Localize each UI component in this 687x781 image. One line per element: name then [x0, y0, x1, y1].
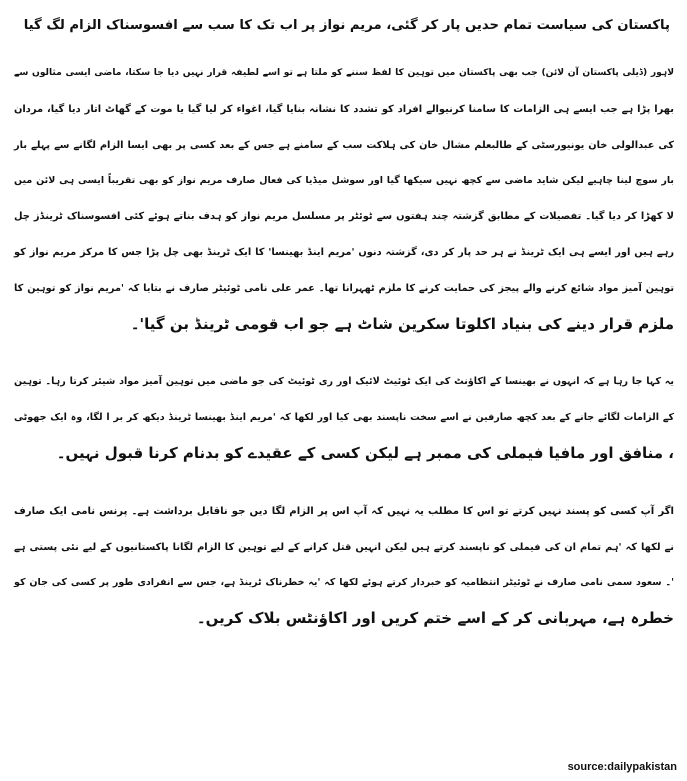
paragraph-line: خطرہ ہے، مہربانی کر کے اسے ختم کریں اور اکاؤنٹس بلاک کریں۔ — [196, 609, 674, 628]
paragraph-line: ملزم قرار دینے کی بنیاد اکلوتا سکرین شاٹ ہے جو اب قومی ٹرینڈ بن گیا'۔ — [130, 314, 674, 333]
paragraph-line: بھرا پڑا ہے جب ایسے ہی الزامات کا سامنا کرنیوالے افراد کو تشدد کا نشانہ بنایا گیا، اغواء کر لیا گیا یا موت کے گھاٹ اتار دیا گیا، مردان — [14, 103, 674, 115]
source-credit: source:dailypakistan — [567, 761, 677, 773]
paragraph-line: ، منافق اور مافیا فیملی کی ممبر ہے لیکن کسی کے عقیدے کو بدنام کرنا قبول نہیں۔ — [56, 443, 674, 462]
paragraph-line: یہ کہا جا رہا ہے کہ انہوں نے بھینسا کے اکاؤنٹ کی ایک ٹوئیٹ لائیک اور ری ٹوئیٹ کی جو ماضی میں توہین آمیز مواد شیئر کرتا رہا۔ توہین — [14, 376, 674, 388]
paragraph-line: لا کھڑا کر دیا گیا۔ تفصیلات کے مطابق گزشتہ چند ہفتوں سے ٹوئٹر پر مسلسل مریم نواز کو ہدف بناتے ہوئے کئی افسوسناک ٹرینڈز چل — [14, 211, 674, 223]
paragraph-line: توہین آمیز مواد شائع کرنے والے پیجز کی حمایت کرنے کا ملزم ٹھہرانا تھا۔ عمر علی نامی ٹوئیٹر صارف نے بتایا کہ 'مریم نواز کو توہین کا — [14, 282, 674, 294]
paragraph-line: کے الزامات لگائے جانے کے بعد کچھ صارفین نے اسے سخت ناپسند بھی کیا اور لکھا کہ 'مریم اینڈ بھینسا ٹرینڈ دیکھ کر بر ا لگا، وہ ایک جھوٹی — [14, 412, 674, 424]
paragraph-line: رہے ہیں اور ایسے ہی ایک ٹرینڈ نے ہر حد پار کر دی، گزشتہ دنوں 'مریم اینڈ بھینسا' کا ایک ٹرینڈ بھی چل پڑا جس کا مرکز مریم نواز کو — [14, 246, 674, 258]
article-headline: پاکستان کی سیاست تمام حدیں پار کر گئی، مریم نواز پر اب تک کا سب سے افسوسناک الزام لگ گیا — [23, 18, 670, 33]
article-paragraph-2 — [14, 364, 674, 471]
news-article — [14, 6, 674, 637]
article-paragraph-1 — [14, 56, 674, 342]
article-paragraph-3 — [14, 494, 674, 637]
paragraph-line: لاہور (ڈیلی پاکستان آن لائن) جب بھی پاکستان میں توہین کا لفظ سننے کو ملتا ہے تو اسے لطیفہ قرار نہیں دیا جا سکتا، ماضی ایسی مثالوں سے — [14, 68, 674, 78]
paragraph-line: بار سوچ لینا چاہیے لیکن شاید ماضی سے کچھ نہیں سیکھا گیا اور سوشل میڈیا کی فعال صارف مریم نواز کو بھی تقریباً ایسی ہی لائن میں — [14, 175, 674, 187]
paragraph-line: نے لکھا کہ 'ہم تمام ان کی فیملی کو ناپسند کرتے ہیں لیکن انہیں قتل کرانے کے لیے توہین کا الزام لگانا پاکستانیوں کے لیے نئی پستی ہے — [14, 541, 674, 553]
paragraph-line: کی عبدالولی خان یونیورسٹی کے طالبعلم مشال خان کی ہلاکت سب کے سامنے ہے جس کے بعد کسی پر بھی ایسا الزام لگانے سے پہلے بار — [14, 139, 674, 151]
paragraph-line: '۔ سعود سمی نامی صارف نے ٹوئیٹر انتظامیہ کو خبردار کرتے ہوئے لکھا کہ 'یہ خطرناک ٹرینڈ ہے، جس سے انفرادی طور پر کسی کی جان کو — [14, 577, 674, 589]
paragraph-line: اگر آپ کسی کو پسند نہیں کرتے تو اس کا مطلب یہ نہیں کہ آپ اس پر الزام لگا دیں جو ناقابل برداشت ہے۔ پرنس نامی ایک صارف — [14, 505, 674, 517]
